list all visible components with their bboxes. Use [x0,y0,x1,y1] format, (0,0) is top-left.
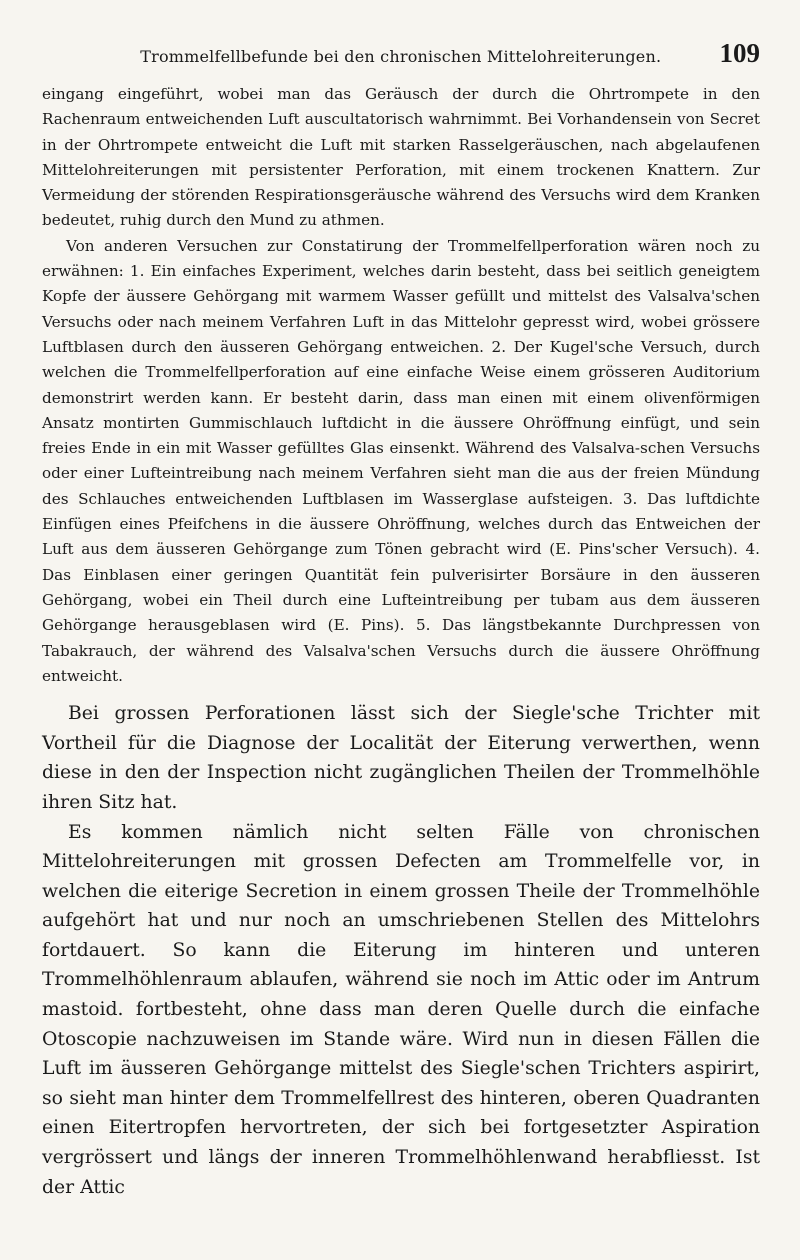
paragraph-continued: eingang eingeführt, wobei man das Geräusch der durch die Ohrtrompete in den Rachenraum entweichenden Luft auscultatorisch wahrnimmt. Bei Vorhandensein von Secret in der Ohrtrompete entweicht die Luft mit starken Rasselgeräuschen, nach abgelaufenen Mittelohreiterungen mit persistenter Perforation, mit einem trockenen Knattern. Zur Vermeidung der störenden Respirationsgeräusche während des Versuchs wird dem Kranken bedeutet, ruhig durch den Mund zu athmen. [42,85,760,230]
large-print-section [42,699,760,1202]
running-head [42,38,760,82]
paragraph-attic-suppuration: Es kommen nämlich nicht selten Fälle von chronischen Mittelohreiterungen mit grossen Defecten am Trommelfelle vor, in welchen die eiterige Secretion in einem grossen Theile der Trommelhöhle aufgehört hat und nur noch an umschriebenen Stellen des Mittelohrs fortdauert. So kann die Eiterung im hinteren und unteren Trommelhöhlenraum ablaufen, während sie noch im Attic oder im Antrum mastoid. fortbesteht, ohne dass man deren Quelle durch die einfache Otoscopie nachzuweisen im Stande wäre. Wird nun in diesen Fällen die Luft im äusseren Gehörgange mittelst des Siegle'schen Trichters aspirirt, so sieht man hinter dem Trommelfellrest des hinteren, oberen Quadranten einen Eitertropfen hervortreten, der sich bei fortgesetzter Aspiration vergrössert und längs der inneren Trommelhöhlenwand herabfliesst. Ist der Attic [42,821,760,1198]
running-title: Trommelfellbefunde bei den chronischen Mittelohreiterungen. [140,47,662,66]
page-number: 109 [719,38,760,68]
small-print-section [42,82,760,689]
paragraph-siegle-funnel: Bei grossen Perforationen lässt sich der Siegle'sche Trichter mit Vortheil für die Diagnose der Localität der Eiterung verwerthen, wenn diese in den der Inspection nicht zugänglichen Theilen der Trommelhöhle ihren Sitz hat. [42,703,760,813]
paragraph-other-experiments: Von anderen Versuchen zur Constatirung der Trommelfellperforation wären noch zu erwähnen: 1. Ein einfaches Experiment, welches darin besteht, dass bei seitlich geneigtem Kopfe der äussere Gehörgang mit warmem Wasser gefüllt und mittelst des Valsalva'schen Versuchs oder nach meinem Verfahren Luft in das Mittelohr gepresst wird, wobei grössere Luftblasen durch den äusseren Gehörgang entweichen. 2. Der Kugel'sche Versuch, durch welchen die Trommelfellperforation auf eine einfache Weise einem grösseren Auditorium demonstrirt werden kann. Er besteht darin, dass man einen mit einem olivenförmigen Ansatz montirten Gummischlauch luftdicht in die äussere Ohröffnung einfügt, und sein freies Ende in ein mit Wasser gefülltes Glas einsenkt. Während des Valsalva-schen Versuchs oder einer Lufteintreibung nach meinem Verfahren sieht man die aus der freien Mündung des Schlauches entweichenden Luftblasen im Wasserglase aufsteigen. 3. Das luftdichte Einfügen eines Pfeifchens in die äussere Ohröffnung, welches durch das Entweichen der Luft aus dem äusseren Gehörgange zum Tönen gebracht wird (E. Pins'scher Versuch). 4. Das Einblasen einer geringen Quantität fein pulverisirter Borsäure in den äusseren Gehörgang, wobei ein Theil durch eine Lufteintreibung per tubam aus dem äusseren Gehörgange herausgeblasen wird (E. Pins). 5. Das längstbekannte Durchpressen von Tabakrauch, der während des Valsalva'schen Versuchs durch die äussere Ohröffnung entweicht. [42,236,760,685]
